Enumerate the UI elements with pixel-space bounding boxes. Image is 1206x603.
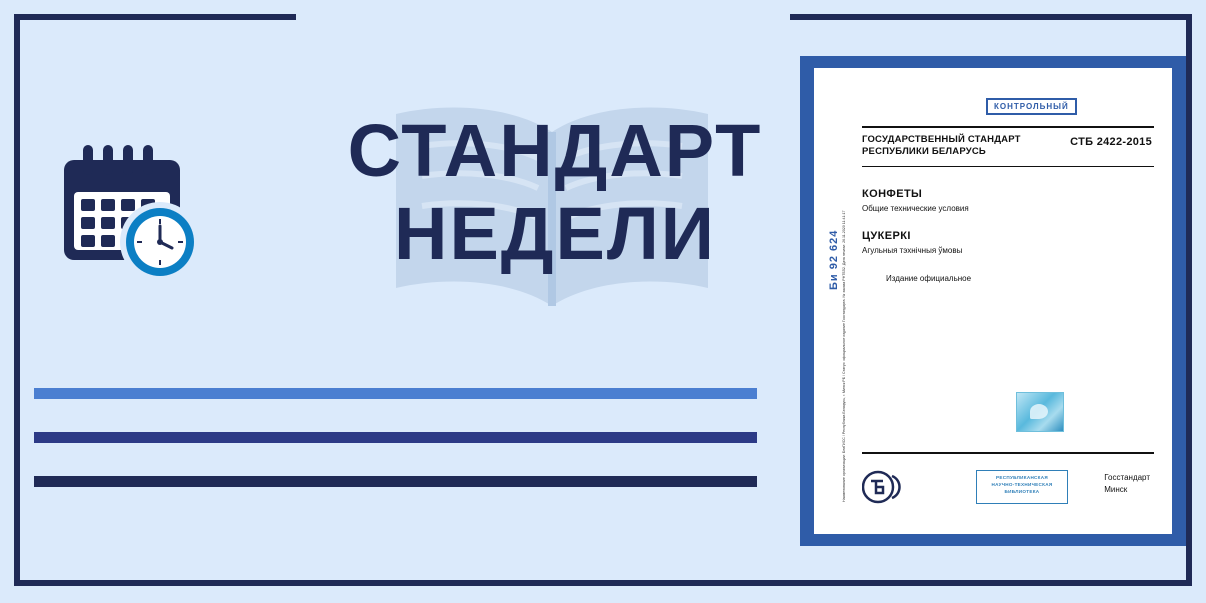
divider-stripe-mid bbox=[34, 432, 757, 443]
frame-right bbox=[1186, 14, 1192, 586]
gosstandart-logo-icon bbox=[862, 470, 906, 504]
headline-line-1: СТАНДАРТ bbox=[347, 109, 763, 192]
authority-line-2: РЕСПУБЛИКИ БЕЛАРУСЬ bbox=[862, 145, 986, 157]
authority-line-1: ГОСУДАРСТВЕННЫЙ СТАНДАРТ bbox=[862, 134, 1021, 145]
document-title-be: ЦУКЕРКІ bbox=[862, 230, 911, 242]
divider-stripe-light bbox=[34, 388, 757, 399]
document-page bbox=[814, 68, 1172, 534]
side-inventory-code: Би 92 624 bbox=[828, 229, 840, 290]
control-stamp-label: КОНТРОЛЬНЫЙ bbox=[986, 98, 1077, 115]
publisher-name: Госстандарт bbox=[1104, 473, 1150, 482]
rule-top bbox=[862, 126, 1154, 128]
frame-top-left bbox=[14, 14, 296, 20]
divider-stripe-dark bbox=[34, 476, 757, 487]
calendar-icon bbox=[60, 140, 210, 285]
standard-number: СТБ 2422-2015 bbox=[1070, 136, 1152, 148]
frame-bottom bbox=[14, 580, 1192, 586]
side-print-metadata: Наименование организации: БелГИСС / Республика Беларусь, г. Минск РБ / Статус: официальное издание Госстандарта. № заказа РНТБ52. Дата печати: 26.11.2020 11:41:17 bbox=[842, 210, 846, 502]
library-stamp: РЕСПУБЛИКАНСКАЯ НАУЧНО-ТЕХНИЧЕСКАЯ БИБЛИОТЕКА bbox=[976, 470, 1068, 504]
frame-top-right bbox=[790, 14, 1192, 20]
publisher-city: Минск bbox=[1104, 485, 1128, 494]
clock-icon bbox=[120, 202, 200, 282]
frame-left bbox=[14, 14, 20, 586]
rule-under-authority bbox=[862, 166, 1154, 167]
document-subtitle-ru: Общие технические условия bbox=[862, 204, 969, 213]
page-title bbox=[255, 110, 855, 276]
publisher-block bbox=[1104, 472, 1150, 496]
document-subtitle-be: Агульныя тэхнічныя ўмовы bbox=[862, 246, 963, 255]
headline-line-2: НЕДЕЛИ bbox=[394, 191, 716, 275]
authority-title bbox=[862, 134, 1021, 158]
hologram-sticker-icon bbox=[1016, 392, 1064, 432]
edition-note: Издание официальное bbox=[886, 274, 972, 283]
document-cover-thumbnail bbox=[800, 56, 1186, 546]
document-title-ru: КОНФЕТЫ bbox=[862, 188, 923, 200]
rule-bottom bbox=[862, 452, 1154, 454]
